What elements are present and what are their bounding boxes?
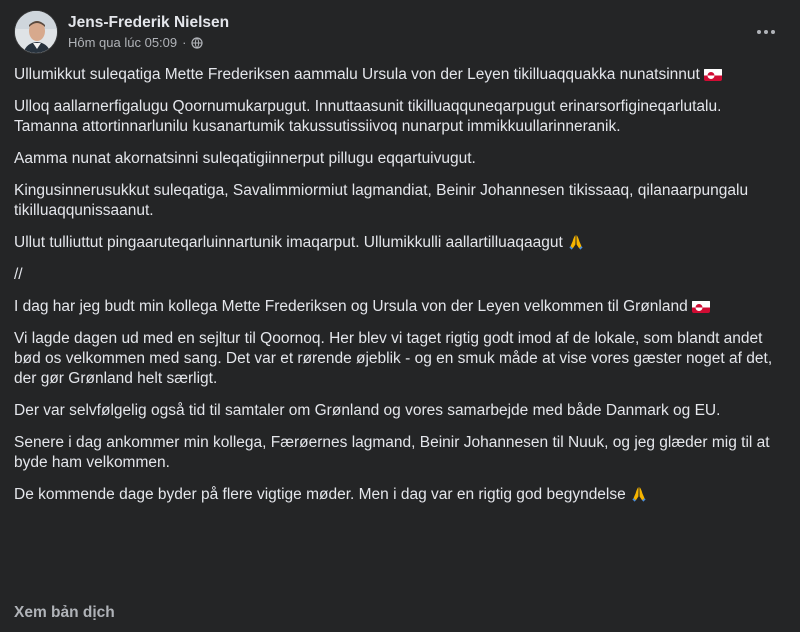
paragraph-text: Ullut tulliuttut pingaaruteqarluinnartunik imaqarput. Ullumikkulli aallartilluaqaagut xyxy=(14,234,563,251)
avatar-photo-icon xyxy=(15,11,58,54)
folded-hands-icon xyxy=(567,233,585,251)
author-name[interactable]: Jens-Frederik Nielsen xyxy=(68,14,230,31)
paragraph-text: Aamma nunat akornatsinni suleqatigiinnerput pillugu eqqartuivugut. xyxy=(14,150,476,167)
globe-icon[interactable] xyxy=(191,37,203,49)
paragraph-text: // xyxy=(14,266,23,283)
see-translation-link[interactable]: Xem bản dịch xyxy=(14,604,115,621)
post-meta xyxy=(68,35,229,51)
paragraph-text: De kommende dage byder på flere vigtige møder. Men i dag var en rigtig god begyndelse xyxy=(14,486,626,503)
post-paragraph xyxy=(14,297,786,317)
more-horizontal-icon xyxy=(757,30,775,34)
author-avatar[interactable] xyxy=(14,10,58,54)
post-paragraph xyxy=(14,329,786,389)
post-content xyxy=(14,65,786,517)
paragraph-text: Ulloq aallarnerfigalugu Qoornumukarpugut. Innuttaasunit tikilluaqquneqarpugut erinarsorfigineqarlutalu. Tamanna attortinnarlunilu kusanartumik takussutissiivoq nunarput immikkuullarinneranik. xyxy=(14,98,722,135)
paragraph-text: Kingusinnerusukkut suleqatiga, Savalimmiormiut lagmandiat, Beinir Johannesen tikissaaq, qilanaarpungalu tikilluaqqunissaanut. xyxy=(14,182,749,219)
post-paragraph xyxy=(14,233,786,253)
post-paragraph xyxy=(14,97,786,137)
post-paragraph xyxy=(14,149,786,169)
post-header xyxy=(14,10,229,54)
post-timestamp[interactable]: Hôm qua lúc 05:09 xyxy=(68,35,178,50)
paragraph-text: Senere i dag ankommer min kollega, Færøernes lagmand, Beinir Johannesen til Nuuk, og jeg glæder mig til at byde ham velkommen. xyxy=(14,434,770,471)
post-paragraph xyxy=(14,65,786,85)
folded-hands-icon xyxy=(630,485,648,503)
post-paragraph xyxy=(14,401,786,421)
post-more-button[interactable] xyxy=(748,14,784,50)
paragraph-text: Der var selvfølgelig også tid til samtaler om Grønland og vores samarbejde med både Danmark og EU. xyxy=(14,402,721,419)
post-paragraph xyxy=(14,265,786,285)
paragraph-text: I dag har jeg budt min kollega Mette Frederiksen og Ursula von der Leyen velkommen til Grønland xyxy=(14,298,688,315)
post-paragraph xyxy=(14,433,786,473)
paragraph-text: Vi lagde dagen ud med en sejltur til Qoornoq. Her blev vi taget rigtig godt imod af de lokale, som blandt andet bød os velkommen med sang. Det var et rørende øjeblik - og en smuk måde at vise vores gæster noget af det, der gør Grønland helt særligt. xyxy=(14,330,773,387)
paragraph-text: Ullumikkut suleqatiga Mette Frederiksen aammalu Ursula von der Leyen tikilluaqquakka nunatsinnut xyxy=(14,66,700,83)
post-paragraph xyxy=(14,181,786,221)
meta-separator: · xyxy=(182,35,187,50)
greenland-flag-icon xyxy=(692,300,710,313)
greenland-flag-icon xyxy=(704,68,722,81)
post-paragraph xyxy=(14,485,786,505)
author-block xyxy=(68,13,229,51)
